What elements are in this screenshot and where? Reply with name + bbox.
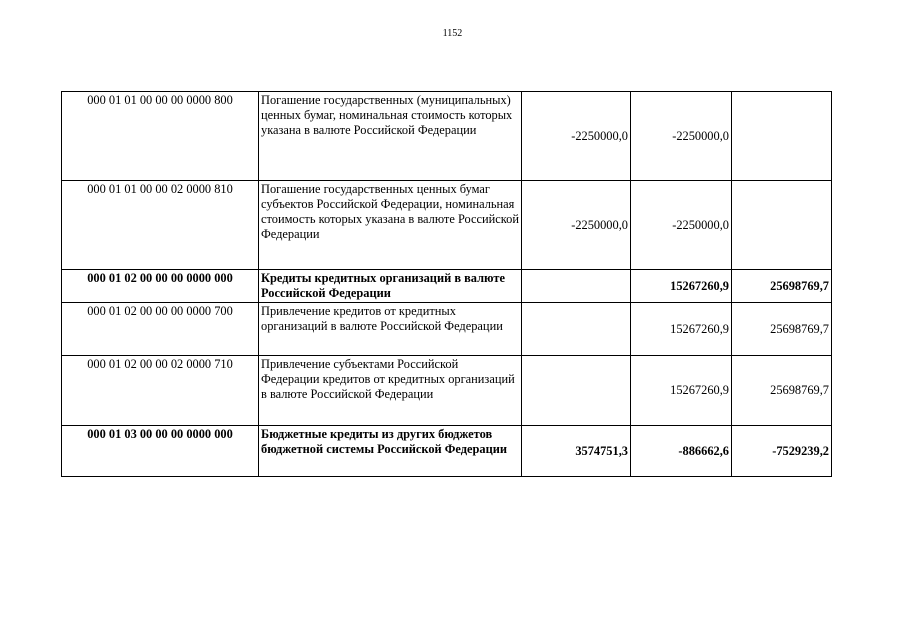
amount-cell-2: -2250000,0: [631, 92, 732, 181]
page-number: 1152: [442, 28, 463, 39]
amount-cell-3: -7529239,2: [732, 426, 832, 477]
amount-cell-3: 25698769,7: [732, 356, 832, 426]
budget-code-cell: 000 01 01 00 00 02 0000 810: [62, 181, 259, 270]
budget-code-cell: 000 01 01 00 00 00 0000 800: [62, 92, 259, 181]
item-name-cell: Погашение государственных ценных бумаг субъектов Российской Федерации, номинальная стоимость которых указана в валюте Российской Федерации: [259, 181, 522, 270]
amount-cell-1: [522, 270, 631, 303]
amount-cell-3: [732, 92, 832, 181]
amount-cell-2: -886662,6: [631, 426, 732, 477]
item-name-cell: Погашение государственных (муниципальных) ценных бумаг, номинальная стоимость которых указана в валюте Российской Федерации: [259, 92, 522, 181]
table-row: [62, 303, 832, 356]
amount-cell-2: -2250000,0: [631, 181, 732, 270]
amount-cell-1: -2250000,0: [522, 92, 631, 181]
amount-cell-1: [522, 303, 631, 356]
amount-cell-2: 15267260,9: [631, 270, 732, 303]
budget-code-cell: 000 01 02 00 00 02 0000 710: [62, 356, 259, 426]
item-name-cell: Привлечение субъектами Российской Федерации кредитов от кредитных организаций в валюте Российской Федерации: [259, 356, 522, 426]
amount-cell-3: 25698769,7: [732, 303, 832, 356]
amount-cell-2: 15267260,9: [631, 303, 732, 356]
table-row: [62, 181, 832, 270]
budget-code-cell: 000 01 02 00 00 00 0000 000: [62, 270, 259, 303]
amount-cell-1: -2250000,0: [522, 181, 631, 270]
budget-code-cell: 000 01 02 00 00 00 0000 700: [62, 303, 259, 356]
table-row: [62, 92, 832, 181]
budget-code-cell: 000 01 03 00 00 00 0000 000: [62, 426, 259, 477]
amount-cell-3: [732, 181, 832, 270]
amount-cell-2: 15267260,9: [631, 356, 732, 426]
amount-cell-1: 3574751,3: [522, 426, 631, 477]
item-name-cell: Бюджетные кредиты из других бюджетов бюджетной системы Российской Федерации: [259, 426, 522, 477]
table-row-section: [62, 270, 832, 303]
amount-cell-1: [522, 356, 631, 426]
amount-cell-3: 25698769,7: [732, 270, 832, 303]
item-name-cell: Привлечение кредитов от кредитных организаций в валюте Российской Федерации: [259, 303, 522, 356]
table-row: [62, 356, 832, 426]
table-row-section: [62, 426, 832, 477]
item-name-cell: Кредиты кредитных организаций в валюте Российской Федерации: [259, 270, 522, 303]
budget-sources-table: [61, 91, 832, 477]
